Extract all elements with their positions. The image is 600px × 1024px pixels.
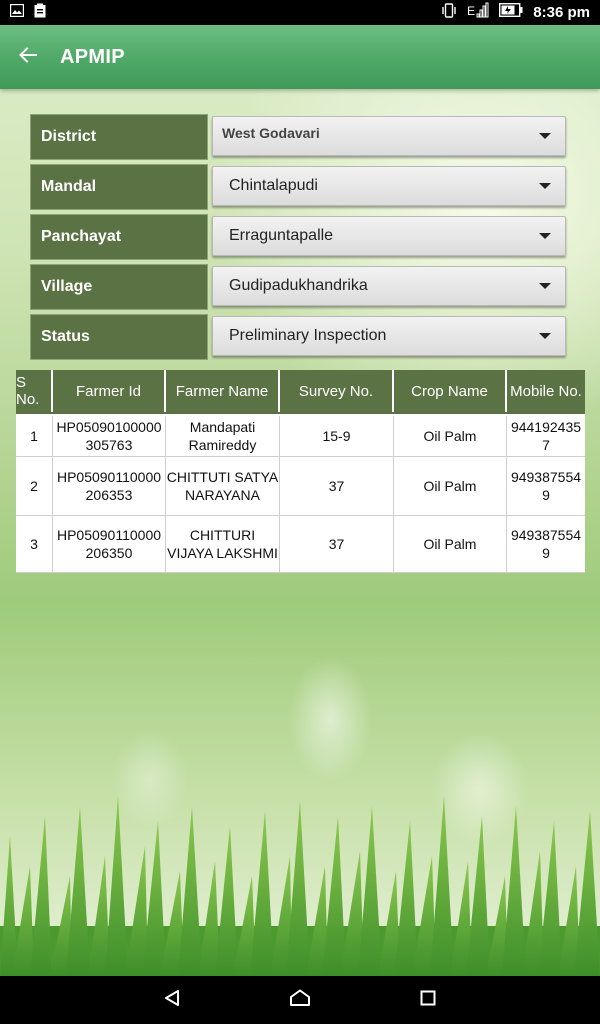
recents-square-icon xyxy=(420,990,436,1011)
cell-crop-name: Oil Palm xyxy=(394,457,507,515)
vibrate-icon xyxy=(441,3,457,23)
battery-charging-icon xyxy=(499,3,523,22)
back-triangle-icon xyxy=(163,989,181,1012)
status-time: 8:36 pm xyxy=(533,4,590,21)
cell-farmer-name: CHITTUTI SATYANARAYANA xyxy=(166,457,280,515)
table-header xyxy=(16,370,585,416)
mandal-label: Mandal xyxy=(30,164,208,210)
column-header-crop-name: Crop Name xyxy=(394,370,507,412)
cell-mobile-no: 9493875549 xyxy=(510,527,582,561)
farmers-table xyxy=(16,370,585,573)
dropdown-arrow-icon xyxy=(539,183,551,189)
panchayat-value: Erraguntapalle xyxy=(229,227,334,244)
status-bar xyxy=(0,0,600,25)
cell-farmer-id: HP05090110000206350 xyxy=(53,516,166,572)
navigation-bar xyxy=(0,976,600,1024)
table-row[interactable] xyxy=(16,457,585,516)
back-button[interactable] xyxy=(0,25,56,89)
cell-farmer-name: Mandapati Ramireddy xyxy=(166,416,280,456)
panchayat-label: Panchayat xyxy=(30,214,208,260)
column-header-survey-no: Survey No. xyxy=(280,370,394,412)
mandal-select[interactable] xyxy=(212,166,566,206)
cell-farmer-id: HP05090100000305763 xyxy=(53,416,166,456)
cell-survey-no: 37 xyxy=(280,516,394,572)
dropdown-arrow-icon xyxy=(539,333,551,339)
district-select[interactable] xyxy=(212,116,566,156)
cell-crop-name: Oil Palm xyxy=(394,416,507,456)
cell-sno: 1 xyxy=(16,416,53,456)
clipboard-notification-icon xyxy=(34,3,46,23)
panchayat-select[interactable] xyxy=(212,216,566,256)
dropdown-arrow-icon xyxy=(539,283,551,289)
app-bar xyxy=(0,25,600,89)
cell-survey-no: 15-9 xyxy=(280,416,394,456)
cell-farmer-name: CHITTURI VIJAYA LAKSHMI xyxy=(166,516,280,572)
home-circle-icon xyxy=(289,989,311,1012)
district-value: West Godavari xyxy=(222,125,320,141)
column-header-farmer-id: Farmer Id xyxy=(53,370,166,412)
signal-e-icon xyxy=(467,2,489,23)
column-header-farmer-name: Farmer Name xyxy=(166,370,280,412)
column-header-mobile-no: Mobile No. xyxy=(510,382,582,400)
filter-row-mandal xyxy=(30,164,570,212)
gallery-notification-icon xyxy=(10,4,24,22)
cell-sno: 2 xyxy=(16,457,53,515)
cell-sno: 3 xyxy=(16,516,53,572)
svg-text:E: E xyxy=(467,4,476,18)
content-area xyxy=(0,89,600,976)
cell-crop-name: Oil Palm xyxy=(394,516,507,572)
cell-mobile-no: 9493875549 xyxy=(510,469,582,503)
filter-row-district xyxy=(30,114,570,162)
filter-row-status xyxy=(30,314,570,362)
nav-recents-button[interactable] xyxy=(364,976,492,1024)
arrow-back-icon xyxy=(19,47,37,68)
village-value: Gudipadukhandrika xyxy=(229,277,368,294)
grass-background-image xyxy=(0,776,600,976)
table-row[interactable] xyxy=(16,416,585,457)
status-value: Preliminary Inspection xyxy=(229,327,387,344)
village-label: Village xyxy=(30,264,208,310)
cell-survey-no: 37 xyxy=(280,457,394,515)
dropdown-arrow-icon xyxy=(539,233,551,239)
cell-mobile-no: 9441924357 xyxy=(510,419,582,453)
village-select[interactable] xyxy=(212,266,566,306)
status-label: Status xyxy=(30,314,208,360)
filter-row-panchayat xyxy=(30,214,570,262)
status-select[interactable] xyxy=(212,316,566,356)
mandal-value: Chintalapudi xyxy=(229,177,318,194)
dropdown-arrow-icon xyxy=(539,133,551,139)
filter-row-village xyxy=(30,264,570,312)
nav-home-button[interactable] xyxy=(236,976,364,1024)
column-header-sno: S No. xyxy=(16,370,53,412)
page-title: APMIP xyxy=(60,45,125,68)
table-row[interactable] xyxy=(16,516,585,573)
district-label: District xyxy=(30,114,208,160)
cell-farmer-id: HP05090110000206353 xyxy=(53,457,166,515)
nav-back-button[interactable] xyxy=(108,976,236,1024)
filter-form xyxy=(30,114,570,364)
